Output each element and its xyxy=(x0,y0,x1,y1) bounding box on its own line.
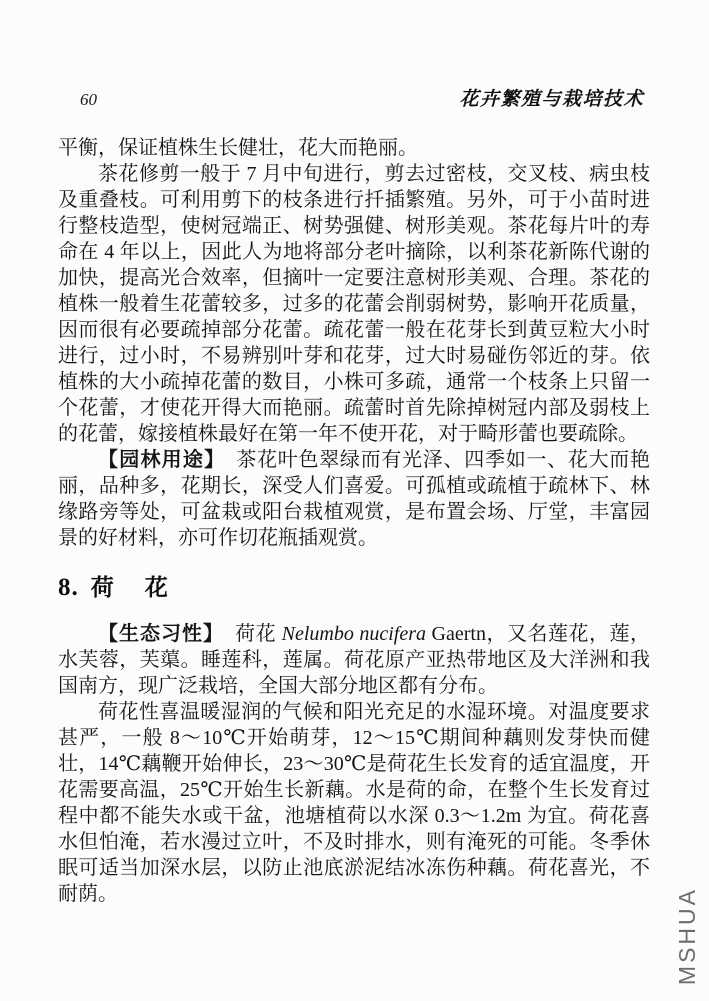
section-title: 荷 花 xyxy=(90,575,172,600)
habit-text-after: Gaertn，又名莲花，莲，水芙蓉，芙蕖。睡莲科，莲属。荷花原产亚热带地区及大洋洲和我国南方，现广泛栽培，全国大部分地区都有分布。 xyxy=(58,623,651,697)
garden-use-label: 【园林用途】 xyxy=(98,449,226,471)
latin-species-name: Nelumbo nucifera xyxy=(281,623,427,645)
habit-text-before: 荷花 xyxy=(235,623,282,645)
habit-label: 【生态习性】 xyxy=(98,623,225,645)
watermark-text: MSHUA xyxy=(674,886,700,985)
book-title: 花卉繁殖与栽培技术 xyxy=(459,89,644,110)
page-number: 60 xyxy=(80,90,97,109)
section-heading-lotus xyxy=(58,573,650,603)
running-head xyxy=(58,84,650,111)
paragraph-camellia-pruning: 茶花修剪一般于 7 月中旬进行，剪去过密枝，交叉枝、病虫枝及重叠枝。可利用剪下的枝条进行扦插繁殖。另外，可于小苗时进行整枝造型，使树冠端正、树势强健、树形美观。茶花每片叶的寿命在 4 年以上，因此人为地将部分老叶摘除，以利茶花新陈代谢的加快，提高光合效率，但摘叶一定要注意树形美观、合理。茶花的植株一般着生花蕾较多，过多的花蕾会削弱树势，影响开花质量，因而很有必要疏掉部分花蕾。疏花蕾一般在花芽长到黄豆粒大小时进行，过小时，不易辨别叶芽和花芽，过大时易碰伤邻近的芽。依植株的大小疏掉花蕾的数目，小株可多疏，通常一个枝条上只留一个花蕾，才使花开得大而艳丽。疏蕾时首先除掉树冠内部及弱枝上的花蕾，嫁接植株最好在第一年不使开花，对于畸形蕾也要疏除。 xyxy=(58,163,650,445)
garden-use-text: 茶花叶色翠绿而有光泽、四季如一、花大而艳丽，品种多，花期长，深受人们喜爱。可孤植或疏植于疏林下、林缘路旁等处，可盆栽或阳台栽植观赏，是布置会场、厅堂，丰富园景的好材料，亦可作切花瓶插观赏。 xyxy=(58,449,651,549)
page-content xyxy=(58,84,650,907)
section-number: 8. xyxy=(58,574,79,601)
paragraph-lotus-habitat: 荷花性喜温暖湿润的气候和阳光充足的水湿环境。对温度要求甚严，一般 8～10℃开始萌芽，12～15℃期间种藕则发芽快而健壮，14℃藕鞭开始伸长，23～30℃是荷花生长发育的适宜温度，开花需要高温，25℃开始生长新藕。水是荷的命，在整个生长发育过程中都不能失水或干盆，池塘植荷以水深 0.3～1.2m 为宜。荷花喜水但怕淹，若水漫过立叶，不及时排水，则有淹死的可能。冬季休眠可适当加深水层，以防止池底淤泥结冰冻伤种藕。荷花喜光，不耐荫。 xyxy=(58,701,650,905)
paragraph-garden-use xyxy=(58,447,650,551)
paragraph-balance-continuation: 平衡，保证植株生长健壮，花大而艳丽。 xyxy=(58,137,418,159)
paragraph-ecological-habit xyxy=(58,621,650,699)
